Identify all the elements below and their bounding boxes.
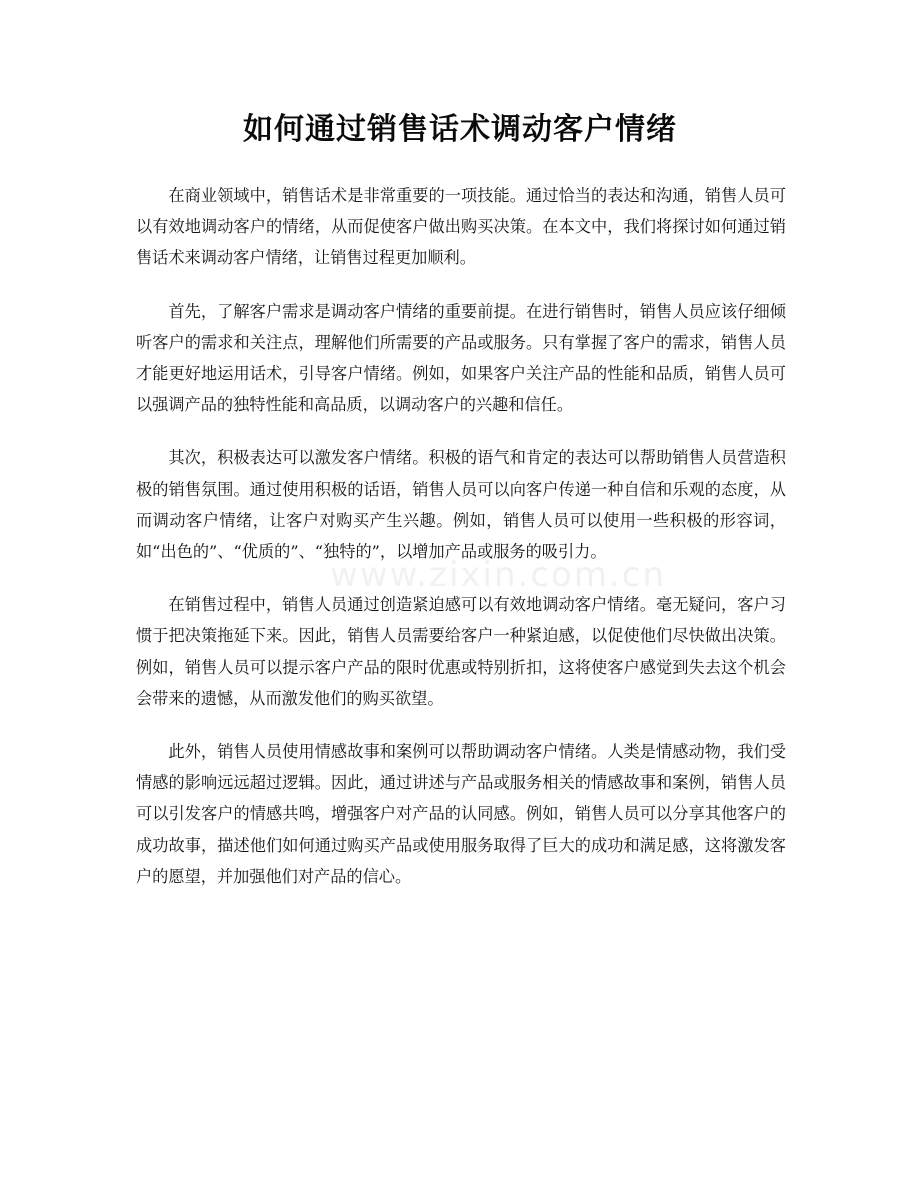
document-body <box>136 180 786 914</box>
paragraph-4: 在销售过程中，销售人员通过创造紧迫感可以有效地调动客户情绪。毫无疑问，客户习惯于把决策拖延下来。因此，销售人员需要给客户一种紧迫感，以促使他们尽快做出决策。例如，销售人员可以提示客户产品的限时优惠或特别折扣，这将使客户感觉到失去这个机会会带来的遗憾，从而激发他们的购买欲望。 <box>136 595 786 708</box>
watermark: www.zixin.com.cn <box>330 555 666 595</box>
paragraph-5: 此外，销售人员使用情感故事和案例可以帮助调动客户情绪。人类是情感动物，我们受情感的影响远远超过逻辑。因此，通过讲述与产品或服务相关的情感故事和案例，销售人员可以引发客户的情感共鸣，增强客户对产品的认同感。例如，销售人员可以分享其他客户的成功故事，描述他们如何通过购买产品或使用服务取得了巨大的成功和满足感，这将激发客户的愿望，并加强他们对产品的信心。 <box>136 742 786 886</box>
paragraph-3: 其次，积极表达可以激发客户情绪。积极的语气和肯定的表达可以帮助销售人员营造积极的销售氛围。通过使用积极的话语，销售人员可以向客户传递一种自信和乐观的态度，从而调动客户情绪，让客户对购买产生兴趣。例如，销售人员可以使用一些积极的形容词，如“出色的”、“优质的”、“独特的”，以增加产品或服务的吸引力。 <box>136 448 786 562</box>
paragraph-2: 首先，了解客户需求是调动客户情绪的重要前提。在进行销售时，销售人员应该仔细倾听客户的需求和关注点，理解他们所需要的产品或服务。只有掌握了客户的需求，销售人员才能更好地运用话术，引导客户情绪。例如，如果客户关注产品的性能和品质，销售人员可以强调产品的独特性能和高品质，以调动客户的兴趣和信任。 <box>136 301 786 415</box>
document-title: 如何通过销售话术调动客户情绪 <box>243 112 677 147</box>
paragraph-1: 在商业领域中，销售话术是非常重要的一项技能。通过恰当的表达和沟通，销售人员可以有效地调动客户的情绪，从而促使客户做出购买决策。在本文中，我们将探讨如何通过销售话术来调动客户情绪，让销售过程更加顺利。 <box>136 186 786 268</box>
